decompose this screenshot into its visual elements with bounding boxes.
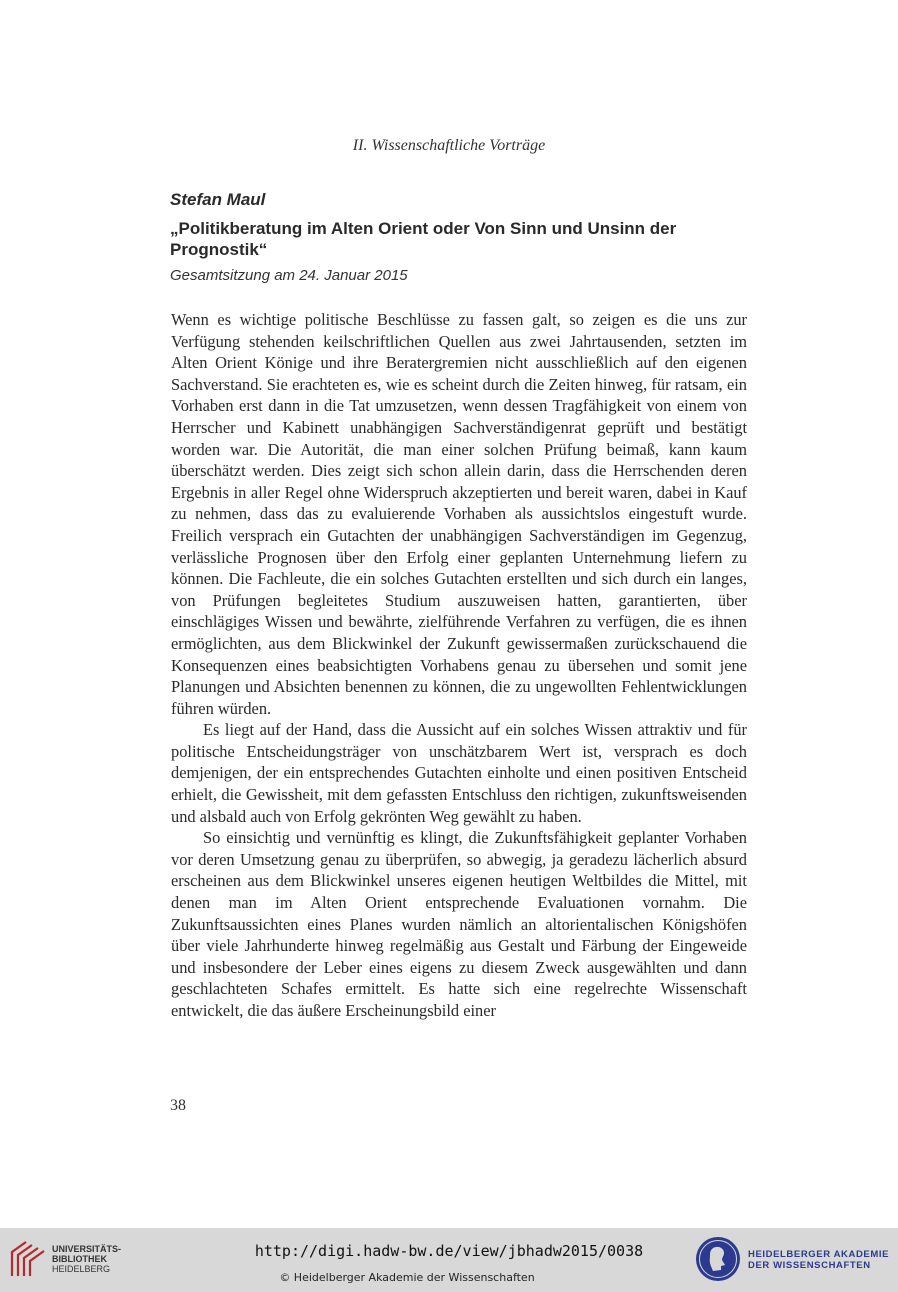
body-paragraph: Es liegt auf der Hand, dass die Aussicht auf ein solches Wissen attraktiv und für politische Entscheidungsträger von unschätzbarem Wert ist, versprach es doch demjenigen, der ein entsprechendes Gutachten einholte und einen positiven Entscheid erhielt, die Gewissheit, mit dem gefassten Entschluss den richtigen, zukunftsweisenden und alsbald auch von Erfolg gekrönten Weg gewählt zu haben.: [171, 720, 747, 826]
body-paragraph: Wenn es wichtige politische Beschlüsse zu fassen galt, so zeigen es die uns zur Verfügung stehenden keilschriftlichen Quellen aus zwei Jahrtausenden, setzten im Alten Orient Könige und ihre Beratergremien nicht ausschließlich auf den eigenen Sachverstand. Sie erachteten es, wie es scheint durch die Zeiten hinweg, für ratsam, ein Vorhaben erst dann in die Tat umzusetzen, wenn dessen Tragfähigkeit von einem von Herrscher und Kabinett unabhängigen Sachverständigenrat geprüft und bestätigt worden war. Die Autorität, die man einer solchen Prüfung beimaß, kann kaum überschätzt werden. Dies zeigt sich schon allein darin, dass die Herrschenden deren Ergebnis in aller Regel ohne Widerspruch akzeptierten und bereit waren, dabei in Kauf zu nehmen, dass das zu evaluierende Vorhaben als aussichtslos eingestuft wurde. Freilich versprach ein Gutachten der unabhängigen Sachverständigen im Gegenzug, verlässliche Prognosen über den Erfolg einer geplanten Unternehmung liefern zu können. Die Fachleute, die ein solches Gutachten erstellten und sich durch ein langes, von Prüfungen begleitetes Studium auszuweisen hatten, garantierten, über einschlägiges Wissen und bewährte, zielführende Verfahren zu verfügen, die es ihnen ermöglichten, aus dem Blickwinkel der Zukunft gewissermaßen zurückschauend die Konsequenzen eines beabsichtigten Vorhabens genau zu übersehen und somit jene Planungen und Absichten benennen zu können, die zu ungewollten Fehlentwicklungen führen würden.: [171, 310, 747, 718]
academy-name-line: DER WISSENSCHAFTEN: [748, 1260, 871, 1271]
body-paragraph: So einsichtig und vernünftig es klingt, die Zukunftsfähigkeit geplanter Vorhaben vor deren Umsetzung genau zu überprüfen, so abwegig, ja geradezu lächerlich absurd erscheinen aus dem Blickwinkel unseres eigenen heutigen Weltbildes die Mittel, mit denen man im Alten Orient entsprechende Evaluationen vornahm. Die Zukunftsaussichten eines Planes wurden nämlich an altorientalischen Königshöfen über viele Jahrhunderte hinweg regelmäßig aus Gestalt und Färbung der Eingeweide und insbesondere der Leber eines eigens zu diesem Zweck ausgewählten und dann geschlachteten Schafes ermittelt. Es hatte sich eine regelrechte Wissenschaft entwickelt, die das äußere Erscheinungsbild einer: [171, 828, 747, 1020]
footer-bar: [0, 1228, 898, 1292]
academy-seal-icon: [694, 1235, 742, 1283]
copyright-notice: © Heidelberger Akademie der Wissenschaften: [279, 1271, 535, 1284]
academy-name-line: HEIDELBERGER AKADEMIE: [748, 1249, 890, 1260]
article-author: Stefan Maul: [170, 190, 266, 209]
library-name-line: UNIVERSITÄTS-: [52, 1244, 122, 1254]
article-title: „Politikberatung im Alten Orient oder Von Sinn und Unsinn der Prognostik“: [170, 219, 677, 259]
library-name-line: BIBLIOTHEK: [52, 1254, 107, 1264]
article-body: [171, 309, 747, 1022]
page-number: 38: [170, 1097, 186, 1114]
library-name-line: HEIDELBERG: [52, 1264, 111, 1274]
article-session: Gesamtsitzung am 24. Januar 2015: [170, 267, 408, 284]
running-head: II. Wissenschaftliche Vorträge: [352, 137, 546, 154]
permalink-url[interactable]: http://digi.hadw-bw.de/view/jbhadw2015/0038: [254, 1242, 644, 1260]
academy-name: [748, 1249, 889, 1271]
